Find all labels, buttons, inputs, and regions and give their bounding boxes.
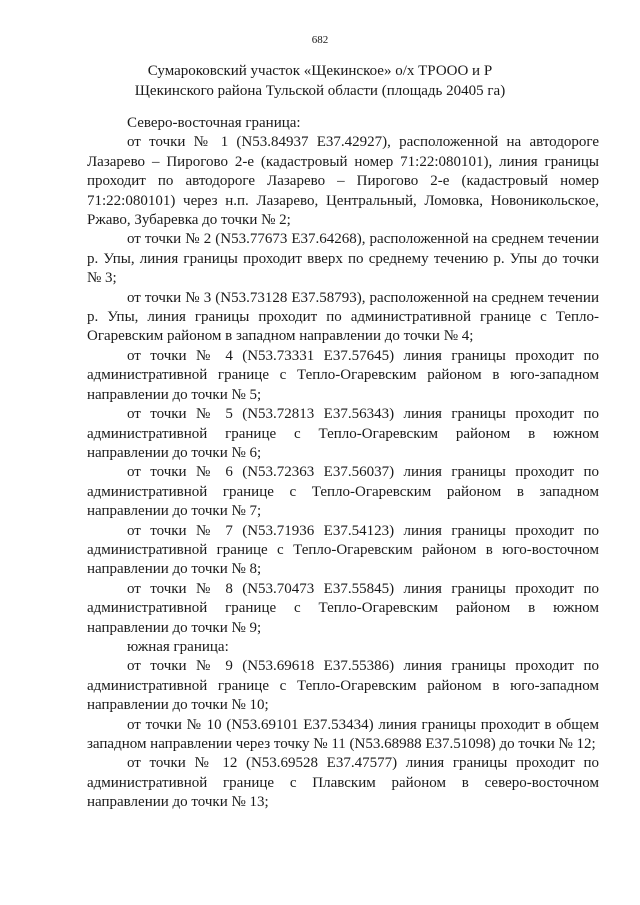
paragraph: от точки № 1 (N53.84937 E37.42927), расположенной на автодороге Лазарево – Пирогово 2-е (кадастровый номер 71:22:080101), линия границы проходит по автодороге Лазарево – Пирогово 2-е (кадастровый номер 71:22:080101) через н.п. Лазарево, Центральный, Ломовка, Новоникольское, Ржаво, Зубаревка до точки № 2; xyxy=(87,134,599,229)
page-number: 682 xyxy=(311,34,329,46)
section-heading-south: южная граница: xyxy=(127,638,229,655)
paragraph: от точки № 2 (N53.77673 E37.64268), расположенной на среднем течении р. Упы, линия границы проходит вверх по среднему течению р. Упы до точки № 3; xyxy=(87,231,599,287)
paragraph: от точки № 5 (N53.72813 E37.56343) линия границы проходит по административной границе с Тепло-Огаревским районом в южном направлении до точки № 6; xyxy=(87,406,599,461)
paragraph: от точки № 8 (N53.70473 E37.55845) линия границы проходит по административной границе с Тепло-Огаревским районом в южном направлении до точки № 9; xyxy=(87,580,599,636)
document-body xyxy=(87,114,599,813)
paragraph: от точки № 6 (N53.72363 E37.56037) линия границы проходит по административной границе с Тепло-Огаревским районом в западном направлении до точки № 7; xyxy=(87,464,599,520)
document-title xyxy=(90,61,550,101)
paragraph: от точки № 9 (N53.69618 E37.55386) линия границы проходит по административной границе с Тепло-Огаревским районом в юго-западном направлении до точки № 10; xyxy=(87,658,599,714)
paragraph: от точки № 12 (N53.69528 E37.47577) линия границы проходит по административной границе с Плавским районом в северо-восточном направлении до точки № 13; xyxy=(87,755,599,811)
paragraph: от точки № 3 (N53.73128 E37.58793), расположенной на среднем течении р. Упы, линия границы проходит по административной границе с Тепло-Огаревским районом в западном направлении до точки № 4; xyxy=(87,289,599,345)
paragraph: от точки № 7 (N53.71936 E37.54123) линия границы проходит по административной границе с Тепло-Огаревским районом в юго-восточном направлении до точки № 8; xyxy=(87,522,599,578)
paragraph: от точки № 10 (N53.69101 E37.53434) линия границы проходит в общем западном направлении через точку № 11 (N53.68988 E37.51098) до точки № 12; xyxy=(87,716,599,752)
paragraph: от точки № 4 (N53.73331 E37.57645) линия границы проходит по административной границе с Тепло-Огаревским районом в юго-западном направлении до точки № 5; xyxy=(87,347,599,403)
title-line-1: Сумароковский участок «Щекинское» о/х ТРООО и Р xyxy=(147,63,493,79)
title-line-2: Щекинского района Тульской области (площадь 20405 га) xyxy=(134,83,506,99)
section-heading-northeast: Северо-восточная граница: xyxy=(127,115,301,131)
